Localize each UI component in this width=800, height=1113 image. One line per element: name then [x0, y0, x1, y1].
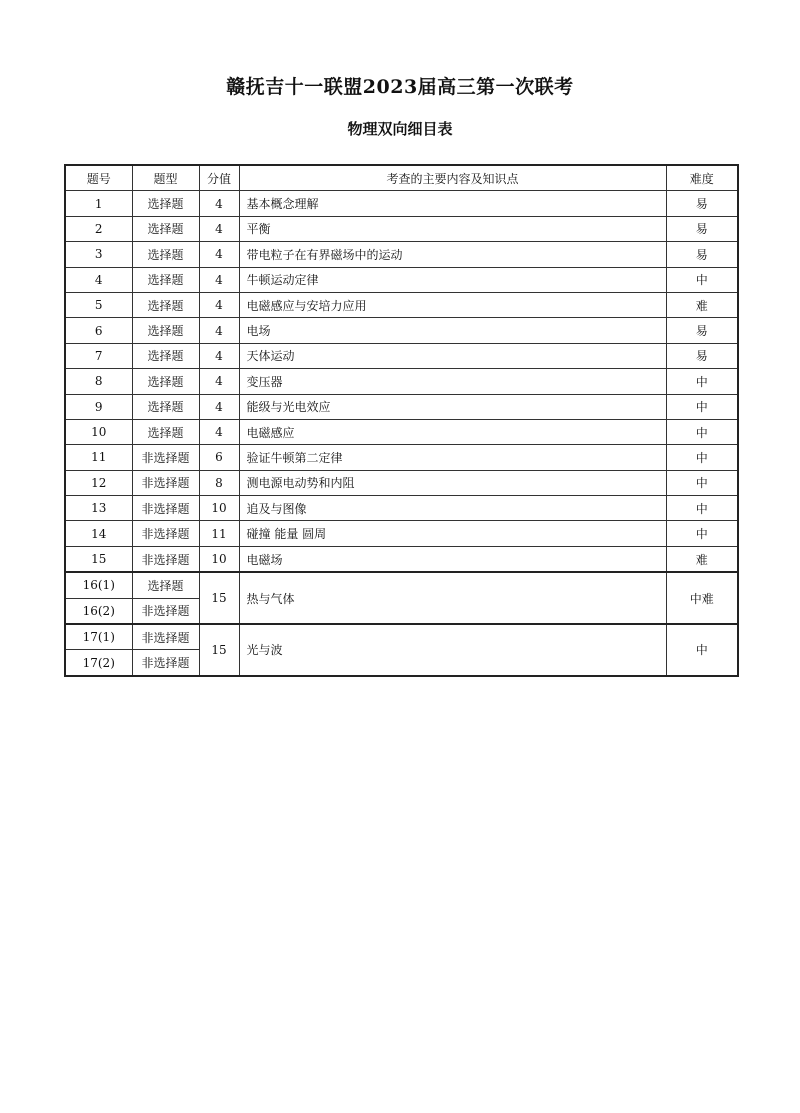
- content: 变压器: [239, 369, 666, 394]
- difficulty: 中: [666, 267, 738, 292]
- question-number: 3: [65, 242, 132, 267]
- content: 验证牛顿第二定律: [239, 445, 666, 470]
- difficulty: 中: [666, 521, 738, 546]
- table-row: [65, 267, 738, 292]
- score: 4: [199, 191, 239, 216]
- table-row: [65, 546, 738, 572]
- table-row: [65, 216, 738, 241]
- difficulty: 易: [666, 318, 738, 343]
- table-row: [65, 292, 738, 317]
- table-row: [65, 394, 738, 419]
- question-type: 选择题: [132, 267, 199, 292]
- question-number: 8: [65, 369, 132, 394]
- table-row: [65, 242, 738, 267]
- document-title: 赣抚吉十一联盟2023届高三第一次联考: [226, 76, 574, 98]
- score: 4: [199, 242, 239, 267]
- question-number: 13: [65, 496, 132, 521]
- difficulty: 中: [666, 470, 738, 495]
- table-row: [65, 470, 738, 495]
- table-row: [65, 369, 738, 394]
- document-subtitle: 物理双向细目表: [347, 120, 453, 138]
- question-number: 2: [65, 216, 132, 241]
- content: 热与气体: [239, 572, 666, 624]
- content: 基本概念理解: [239, 191, 666, 216]
- score: 8: [199, 470, 239, 495]
- question-type: 选择题: [132, 318, 199, 343]
- difficulty: 中: [666, 496, 738, 521]
- question-type: 非选择题: [132, 598, 199, 624]
- header-score: 分值: [199, 165, 239, 191]
- header-question-type: 题型: [132, 165, 199, 191]
- question-number: 6: [65, 318, 132, 343]
- question-type: 非选择题: [132, 470, 199, 495]
- content: 光与波: [239, 624, 666, 676]
- score: 4: [199, 216, 239, 241]
- score: 4: [199, 267, 239, 292]
- difficulty: 易: [666, 242, 738, 267]
- question-number: 16(1): [65, 572, 132, 598]
- score: 6: [199, 445, 239, 470]
- question-type: 选择题: [132, 369, 199, 394]
- question-type: 选择题: [132, 394, 199, 419]
- question-number: 4: [65, 267, 132, 292]
- score: 10: [199, 546, 239, 572]
- table-row: [65, 496, 738, 521]
- question-type: 非选择题: [132, 624, 199, 650]
- difficulty: 中: [666, 624, 738, 676]
- question-number: 12: [65, 470, 132, 495]
- content: 平衡: [239, 216, 666, 241]
- table-row: [65, 521, 738, 546]
- difficulty: 易: [666, 216, 738, 241]
- question-type: 选择题: [132, 572, 199, 598]
- question-type: 非选择题: [132, 546, 199, 572]
- question-number: 15: [65, 546, 132, 572]
- question-type: 选择题: [132, 343, 199, 368]
- score: 15: [199, 572, 239, 624]
- score: 15: [199, 624, 239, 676]
- score: 4: [199, 343, 239, 368]
- header-question-number: 题号: [65, 165, 132, 191]
- difficulty: 中: [666, 419, 738, 444]
- question-type: 非选择题: [132, 521, 199, 546]
- score: 4: [199, 394, 239, 419]
- difficulty: 中难: [666, 572, 738, 624]
- score: 4: [199, 419, 239, 444]
- table-row: [65, 445, 738, 470]
- table-row: [65, 624, 738, 650]
- content: 电磁感应: [239, 419, 666, 444]
- content: 电磁感应与安培力应用: [239, 292, 666, 317]
- table-row: [65, 318, 738, 343]
- question-type: 选择题: [132, 216, 199, 241]
- difficulty: 难: [666, 546, 738, 572]
- difficulty: 难: [666, 292, 738, 317]
- content: 牛顿运动定律: [239, 267, 666, 292]
- table-row: [65, 343, 738, 368]
- question-type: 非选择题: [132, 650, 199, 676]
- content: 能级与光电效应: [239, 394, 666, 419]
- question-number: 1: [65, 191, 132, 216]
- question-type: 选择题: [132, 292, 199, 317]
- difficulty: 中: [666, 369, 738, 394]
- content: 带电粒子在有界磁场中的运动: [239, 242, 666, 267]
- content: 电磁场: [239, 546, 666, 572]
- header-content: 考查的主要内容及知识点: [239, 165, 666, 191]
- content: 电场: [239, 318, 666, 343]
- question-type: 选择题: [132, 242, 199, 267]
- question-number: 7: [65, 343, 132, 368]
- score: 4: [199, 292, 239, 317]
- specification-table: [64, 164, 739, 677]
- difficulty: 易: [666, 191, 738, 216]
- content: 追及与图像: [239, 496, 666, 521]
- content: 天体运动: [239, 343, 666, 368]
- question-type: 非选择题: [132, 445, 199, 470]
- question-number: 14: [65, 521, 132, 546]
- content: 碰撞 能量 圆周: [239, 521, 666, 546]
- question-number: 9: [65, 394, 132, 419]
- table-body: [65, 191, 738, 676]
- table-row: [65, 191, 738, 216]
- score: 11: [199, 521, 239, 546]
- table-row: [65, 572, 738, 598]
- score: 4: [199, 369, 239, 394]
- difficulty: 易: [666, 343, 738, 368]
- question-number: 10: [65, 419, 132, 444]
- difficulty: 中: [666, 394, 738, 419]
- score: 10: [199, 496, 239, 521]
- table-header-row: [65, 165, 738, 191]
- question-number: 5: [65, 292, 132, 317]
- question-type: 选择题: [132, 419, 199, 444]
- question-type: 非选择题: [132, 496, 199, 521]
- question-number: 11: [65, 445, 132, 470]
- question-number: 17(1): [65, 624, 132, 650]
- difficulty: 中: [666, 445, 738, 470]
- table-row: [65, 419, 738, 444]
- content: 测电源电动势和内阻: [239, 470, 666, 495]
- header-difficulty: 难度: [666, 165, 738, 191]
- question-type: 选择题: [132, 191, 199, 216]
- question-number: 16(2): [65, 598, 132, 624]
- score: 4: [199, 318, 239, 343]
- question-number: 17(2): [65, 650, 132, 676]
